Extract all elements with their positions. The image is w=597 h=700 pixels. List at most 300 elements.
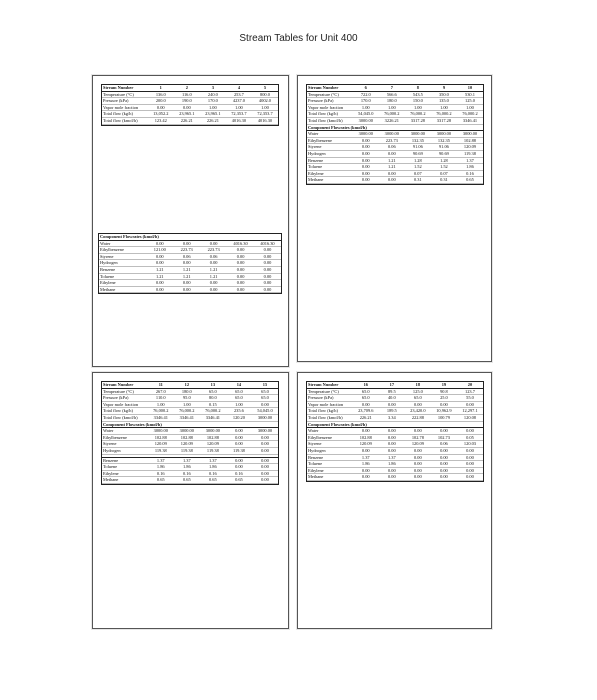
component-row — [307, 157, 483, 164]
value-cell: 0.00 — [254, 266, 281, 273]
value-cell: 0.06 — [431, 441, 457, 448]
value-cell: 0.00 — [146, 260, 173, 267]
value-cell: 0.00 — [457, 447, 483, 454]
value-cell: 1.00 — [353, 104, 379, 111]
value-cell: 0.00 — [173, 240, 200, 247]
component-name: Styrene — [307, 144, 353, 151]
stream-number: 3 — [200, 85, 226, 91]
component-name: Styrene — [307, 441, 353, 448]
component-name: Ethylbenzene — [307, 137, 353, 144]
vapor-fraction-row — [307, 104, 483, 111]
value-cell: 13,052.2 — [148, 111, 174, 118]
temperature-row — [307, 388, 483, 395]
component-name: Ethylbenzene — [102, 434, 148, 441]
component-row — [307, 454, 483, 461]
mass-flow-row — [102, 408, 278, 415]
value-cell: 1.86 — [174, 464, 200, 471]
value-cell: 0.00 — [252, 470, 278, 477]
value-cell: 0.00 — [252, 401, 278, 408]
value-cell: 4016.30 — [227, 240, 254, 247]
value-cell: 23,965.1 — [200, 111, 226, 118]
value-cell: 80.0 — [200, 395, 226, 402]
value-cell: 0.00 — [226, 441, 252, 448]
value-cell: 12,297.1 — [457, 408, 483, 415]
row-label: Temperature (°C) — [307, 91, 353, 98]
value-cell: 102.88 — [353, 434, 379, 441]
value-cell: 1.86 — [148, 464, 174, 471]
value-cell: 1.00 — [405, 104, 431, 111]
value-cell: 0.00 — [405, 454, 431, 461]
value-cell: 1.21 — [200, 273, 227, 280]
value-cell: 0.06 — [200, 253, 227, 260]
pressure-row — [307, 395, 483, 402]
row-label: Total flow (kg/h) — [307, 408, 353, 415]
value-cell: 0.00 — [146, 280, 173, 287]
value-cell: 0.00 — [227, 280, 254, 287]
component-row — [307, 164, 483, 171]
value-cell: 1.37 — [174, 457, 200, 464]
component-row — [99, 247, 281, 254]
value-cell: 0.00 — [227, 260, 254, 267]
value-cell: 226.21 — [174, 117, 200, 124]
stream-number-label: Stream Number — [307, 382, 353, 388]
value-cell: 119.38 — [457, 150, 483, 157]
component-name: Methane — [99, 286, 146, 293]
value-cell: 119.38 — [148, 447, 174, 454]
table — [307, 85, 483, 184]
value-cell: 1.00 — [226, 104, 252, 111]
component-row — [307, 131, 483, 138]
stream-number: 10 — [457, 85, 483, 91]
component-flowrate-table — [98, 233, 282, 294]
value-cell: 100.79 — [431, 414, 457, 421]
value-cell: 0.00 — [200, 280, 227, 287]
value-cell: 0.00 — [353, 170, 379, 177]
value-cell: 0.65 — [200, 477, 226, 484]
value-cell: 120.03 — [457, 441, 483, 448]
stream-number: 17 — [379, 382, 405, 388]
stream-number: 7 — [379, 85, 405, 91]
table — [99, 234, 281, 293]
value-cell: 0.16 — [457, 170, 483, 177]
component-row — [307, 170, 483, 177]
value-cell: 91.06 — [431, 144, 457, 151]
stream-property-table — [101, 84, 279, 126]
value-cell: 1.21 — [146, 266, 173, 273]
value-cell: 65.0 — [405, 395, 431, 402]
value-cell: 0.07 — [405, 170, 431, 177]
row-label: Vapor mole fraction — [307, 104, 353, 111]
value-cell: 1.52 — [431, 164, 457, 171]
pressure-row — [102, 98, 278, 105]
value-cell: 125.0 — [457, 98, 483, 105]
stream-number-label: Stream Number — [102, 85, 148, 91]
stream-table-panel-4 — [297, 372, 492, 629]
value-cell: 0.00 — [173, 280, 200, 287]
component-name: Hydrogen — [307, 447, 353, 454]
row-label: Vapor mole fraction — [307, 401, 353, 408]
value-cell: 65.0 — [353, 395, 379, 402]
value-cell: 76,000.2 — [200, 408, 226, 415]
stream-number: 19 — [431, 382, 457, 388]
value-cell: 0.00 — [353, 401, 379, 408]
row-label: Pressure (kPa) — [102, 98, 148, 105]
value-cell: 0.00 — [405, 401, 431, 408]
row-label: Total flow (kg/h) — [307, 111, 353, 118]
value-cell: 0.00 — [226, 457, 252, 464]
value-cell: 90.69 — [405, 150, 431, 157]
stream-number: 11 — [148, 382, 174, 388]
value-cell: 23,709.6 — [353, 408, 379, 415]
value-cell: 119.38 — [226, 447, 252, 454]
value-cell: 3000.00 — [353, 117, 379, 124]
row-label: Pressure (kPa) — [307, 395, 353, 402]
component-row — [102, 434, 278, 441]
value-cell: 0.00 — [227, 273, 254, 280]
component-row — [99, 240, 281, 247]
value-cell: 65.0 — [226, 395, 252, 402]
value-cell: 120.09 — [174, 441, 200, 448]
component-name: Ethylene — [307, 170, 353, 177]
component-header-row — [102, 421, 278, 428]
value-cell: 132.35 — [431, 137, 457, 144]
value-cell: 102.88 — [200, 434, 226, 441]
row-label: Total flow (kmol/h) — [102, 117, 148, 124]
value-cell: 0.00 — [379, 434, 405, 441]
value-cell: 25.0 — [431, 395, 457, 402]
mole-flow-row — [102, 117, 278, 124]
component-name: Water — [99, 240, 146, 247]
value-cell: 1.21 — [173, 273, 200, 280]
value-cell: 0.00 — [353, 177, 379, 184]
temperature-row — [307, 91, 483, 98]
component-row — [307, 441, 483, 448]
temperature-row — [102, 388, 278, 395]
value-cell: 3000.00 — [148, 428, 174, 435]
value-cell: 120.08 — [457, 414, 483, 421]
value-cell: 1.28 — [405, 157, 431, 164]
value-cell: 123.42 — [148, 117, 174, 124]
value-cell: 1.00 — [457, 104, 483, 111]
value-cell: 566.6 — [379, 91, 405, 98]
component-name: Styrene — [102, 441, 148, 448]
mole-flow-row — [307, 117, 483, 124]
component-name: Benzene — [99, 266, 146, 273]
value-cell: 1.52 — [405, 164, 431, 171]
value-cell: 1.00 — [174, 401, 200, 408]
value-cell: 3000.00 — [353, 131, 379, 138]
component-row — [102, 457, 278, 464]
value-cell: 119.38 — [174, 447, 200, 454]
mole-flow-row — [307, 414, 483, 421]
value-cell: 102.88 — [457, 137, 483, 144]
component-name: Hydrogen — [99, 260, 146, 267]
stream-number: 9 — [431, 85, 457, 91]
component-name: Hydrogen — [307, 150, 353, 157]
value-cell: 150.0 — [405, 98, 431, 105]
value-cell: 1.28 — [431, 157, 457, 164]
value-cell: 4016.30 — [226, 117, 252, 124]
row-label: Total flow (kg/h) — [102, 408, 148, 415]
stream-number: 15 — [252, 382, 278, 388]
value-cell: 0.00 — [379, 401, 405, 408]
value-cell: 0.07 — [431, 170, 457, 177]
value-cell: 1.86 — [379, 461, 405, 468]
value-cell: 119.38 — [200, 447, 226, 454]
value-cell: 120.09 — [457, 144, 483, 151]
stream-number: 4 — [226, 85, 252, 91]
component-name: Water — [307, 131, 353, 138]
value-cell: 0.00 — [252, 447, 278, 454]
value-cell: 125.0 — [405, 388, 431, 395]
value-cell: 116.0 — [174, 91, 200, 98]
value-cell: 95.0 — [174, 395, 200, 402]
value-cell: 136.0 — [148, 91, 174, 98]
value-cell: 0.31 — [431, 177, 457, 184]
row-label: Temperature (°C) — [102, 91, 148, 98]
value-cell: 222.88 — [405, 414, 431, 421]
value-cell: 72,353.7 — [252, 111, 278, 118]
value-cell: 4237.0 — [226, 98, 252, 105]
value-cell: 0.00 — [379, 177, 405, 184]
component-name: Ethylene — [307, 467, 353, 474]
value-cell: 0.00 — [457, 461, 483, 468]
value-cell: 0.00 — [457, 454, 483, 461]
row-label: Pressure (kPa) — [307, 98, 353, 105]
value-cell: 0.00 — [353, 447, 379, 454]
page-title: Stream Tables for Unit 400 — [239, 33, 358, 44]
value-cell: 120.20 — [226, 414, 252, 421]
value-cell: 0.00 — [379, 428, 405, 435]
value-cell: 4016.30 — [254, 240, 281, 247]
component-row — [102, 447, 278, 454]
stream-number: 6 — [353, 85, 379, 91]
stream-table-panel-3 — [92, 372, 289, 629]
value-cell: 0.16 — [148, 470, 174, 477]
value-cell: 76,000.2 — [379, 111, 405, 118]
value-cell: 76,000.2 — [148, 408, 174, 415]
value-cell: 0.16 — [226, 470, 252, 477]
value-cell: 0.00 — [379, 150, 405, 157]
stream-table — [101, 381, 279, 485]
value-cell: 0.65 — [148, 477, 174, 484]
component-name: Toluene — [307, 461, 353, 468]
component-name: Methane — [102, 477, 148, 484]
stream-number: 12 — [174, 382, 200, 388]
component-name: Ethylbenzene — [99, 247, 146, 254]
value-cell: 0.00 — [254, 273, 281, 280]
row-label: Total flow (kmol/h) — [307, 117, 353, 124]
value-cell: 0.00 — [200, 260, 227, 267]
value-cell: 0.00 — [227, 253, 254, 260]
pressure-row — [102, 395, 278, 402]
value-cell: 0.00 — [405, 428, 431, 435]
stream-number: 18 — [405, 382, 431, 388]
value-cell: 3226.21 — [379, 117, 405, 124]
value-cell: 1.86 — [353, 461, 379, 468]
value-cell: 3000.00 — [252, 414, 278, 421]
value-cell: 1.37 — [379, 454, 405, 461]
value-cell: 240.0 — [200, 91, 226, 98]
stream-table-panel-2 — [297, 75, 492, 362]
value-cell: 200.0 — [148, 98, 174, 105]
value-cell: 0.00 — [252, 434, 278, 441]
value-cell: 0.00 — [226, 428, 252, 435]
value-cell: 0.00 — [379, 467, 405, 474]
component-name: Toluene — [102, 464, 148, 471]
value-cell: 76,000.2 — [457, 111, 483, 118]
value-cell: 102.73 — [431, 434, 457, 441]
value-cell: 253.7 — [226, 91, 252, 98]
value-cell: 0.65 — [226, 477, 252, 484]
value-cell: 267.0 — [148, 388, 174, 395]
value-cell: 223.73 — [200, 247, 227, 254]
value-cell: 3000.00 — [174, 428, 200, 435]
stream-number: 14 — [226, 382, 252, 388]
value-cell: 0.00 — [226, 464, 252, 471]
stream-table — [306, 381, 484, 482]
value-cell: 722.0 — [353, 91, 379, 98]
value-cell: 0.00 — [379, 441, 405, 448]
value-cell: 1.00 — [200, 104, 226, 111]
value-cell: 72,353.7 — [226, 111, 252, 118]
component-name: Ethylene — [99, 280, 146, 287]
value-cell: 800.0 — [252, 91, 278, 98]
value-cell: 1.21 — [173, 266, 200, 273]
value-cell: 3346.41 — [174, 414, 200, 421]
component-row — [102, 464, 278, 471]
value-cell: 0.00 — [353, 157, 379, 164]
component-header: Component Flowrates (kmol/h) — [99, 234, 281, 240]
value-cell: 0.00 — [148, 104, 174, 111]
value-cell: 123.7 — [457, 388, 483, 395]
value-cell: 0.00 — [227, 266, 254, 273]
value-cell: 0.00 — [457, 428, 483, 435]
stream-number: 2 — [174, 85, 200, 91]
value-cell: 0.00 — [405, 474, 431, 481]
component-name: Water — [307, 428, 353, 435]
value-cell: 0.00 — [405, 461, 431, 468]
value-cell: 170.0 — [353, 98, 379, 105]
value-cell: 0.00 — [200, 240, 227, 247]
value-cell: 54,045.0 — [353, 111, 379, 118]
component-row — [307, 428, 483, 435]
value-cell: 55.0 — [457, 395, 483, 402]
component-name: Ethylene — [102, 470, 148, 477]
pressure-row — [307, 98, 483, 105]
value-cell: 180.0 — [174, 388, 200, 395]
table — [102, 85, 278, 125]
value-cell: 0.00 — [146, 253, 173, 260]
value-cell: 0.00 — [226, 434, 252, 441]
value-cell: 65.0 — [252, 388, 278, 395]
value-cell: 135.0 — [431, 98, 457, 105]
value-cell: 0.00 — [431, 467, 457, 474]
value-cell: 0.00 — [457, 474, 483, 481]
value-cell: 0.00 — [353, 144, 379, 151]
value-cell: 0.00 — [254, 260, 281, 267]
value-cell: 102.88 — [174, 434, 200, 441]
row-label: Pressure (kPa) — [102, 395, 148, 402]
value-cell: 120.09 — [353, 441, 379, 448]
value-cell: 0.65 — [457, 177, 483, 184]
component-name: Styrene — [99, 253, 146, 260]
value-cell: 0.05 — [457, 434, 483, 441]
value-cell: 1.21 — [200, 266, 227, 273]
component-header-row — [307, 421, 483, 428]
value-cell: 0.00 — [252, 457, 278, 464]
value-cell: 0.00 — [254, 253, 281, 260]
component-row — [99, 286, 281, 293]
value-cell: 120.09 — [200, 441, 226, 448]
value-cell: 3.34 — [379, 414, 405, 421]
value-cell: 0.00 — [457, 401, 483, 408]
value-cell: 1.21 — [379, 157, 405, 164]
value-cell: 3346.41 — [148, 414, 174, 421]
component-row — [99, 280, 281, 287]
value-cell: 0.00 — [353, 474, 379, 481]
value-cell: 3000.00 — [405, 131, 431, 138]
component-row — [99, 260, 281, 267]
value-cell: 120.09 — [405, 441, 431, 448]
value-cell: 0.00 — [379, 170, 405, 177]
value-cell: 0.00 — [174, 104, 200, 111]
value-cell: 91.06 — [405, 144, 431, 151]
table — [102, 382, 278, 484]
value-cell: 0.00 — [353, 150, 379, 157]
value-cell: 120.09 — [148, 441, 174, 448]
value-cell: 4002.0 — [252, 98, 278, 105]
value-cell: 102.88 — [148, 434, 174, 441]
component-row — [307, 447, 483, 454]
value-cell: 0.16 — [200, 470, 226, 477]
vapor-fraction-row — [307, 401, 483, 408]
value-cell: 0.00 — [379, 447, 405, 454]
value-cell: 3000.00 — [431, 131, 457, 138]
value-cell: 0.00 — [405, 447, 431, 454]
value-cell: 65.0 — [226, 388, 252, 395]
value-cell: 90.69 — [431, 150, 457, 157]
stream-number-label: Stream Number — [307, 85, 353, 91]
value-cell: 0.00 — [353, 467, 379, 474]
component-name: Ethylbenzene — [307, 434, 353, 441]
value-cell: 1.37 — [200, 457, 226, 464]
value-cell: 0.00 — [146, 286, 173, 293]
value-cell: 0.00 — [254, 286, 281, 293]
value-cell: 1.00 — [252, 104, 278, 111]
value-cell: 102.78 — [405, 434, 431, 441]
component-row — [307, 434, 483, 441]
value-cell: 3000.00 — [379, 131, 405, 138]
value-cell: 0.00 — [227, 247, 254, 254]
component-row — [99, 273, 281, 280]
value-cell: 76,000.2 — [431, 111, 457, 118]
component-row — [307, 137, 483, 144]
value-cell: 0.00 — [173, 260, 200, 267]
value-cell: 65.0 — [252, 395, 278, 402]
vapor-fraction-row — [102, 401, 278, 408]
component-row — [102, 428, 278, 435]
value-cell: 23,965.1 — [174, 111, 200, 118]
value-cell: 0.00 — [431, 461, 457, 468]
component-row — [99, 266, 281, 273]
component-name: Hydrogen — [102, 447, 148, 454]
value-cell: 0.31 — [405, 177, 431, 184]
value-cell: 223.73 — [379, 137, 405, 144]
value-cell: 530.1 — [457, 91, 483, 98]
value-cell: 235.6 — [226, 408, 252, 415]
stream-number: 16 — [353, 382, 379, 388]
